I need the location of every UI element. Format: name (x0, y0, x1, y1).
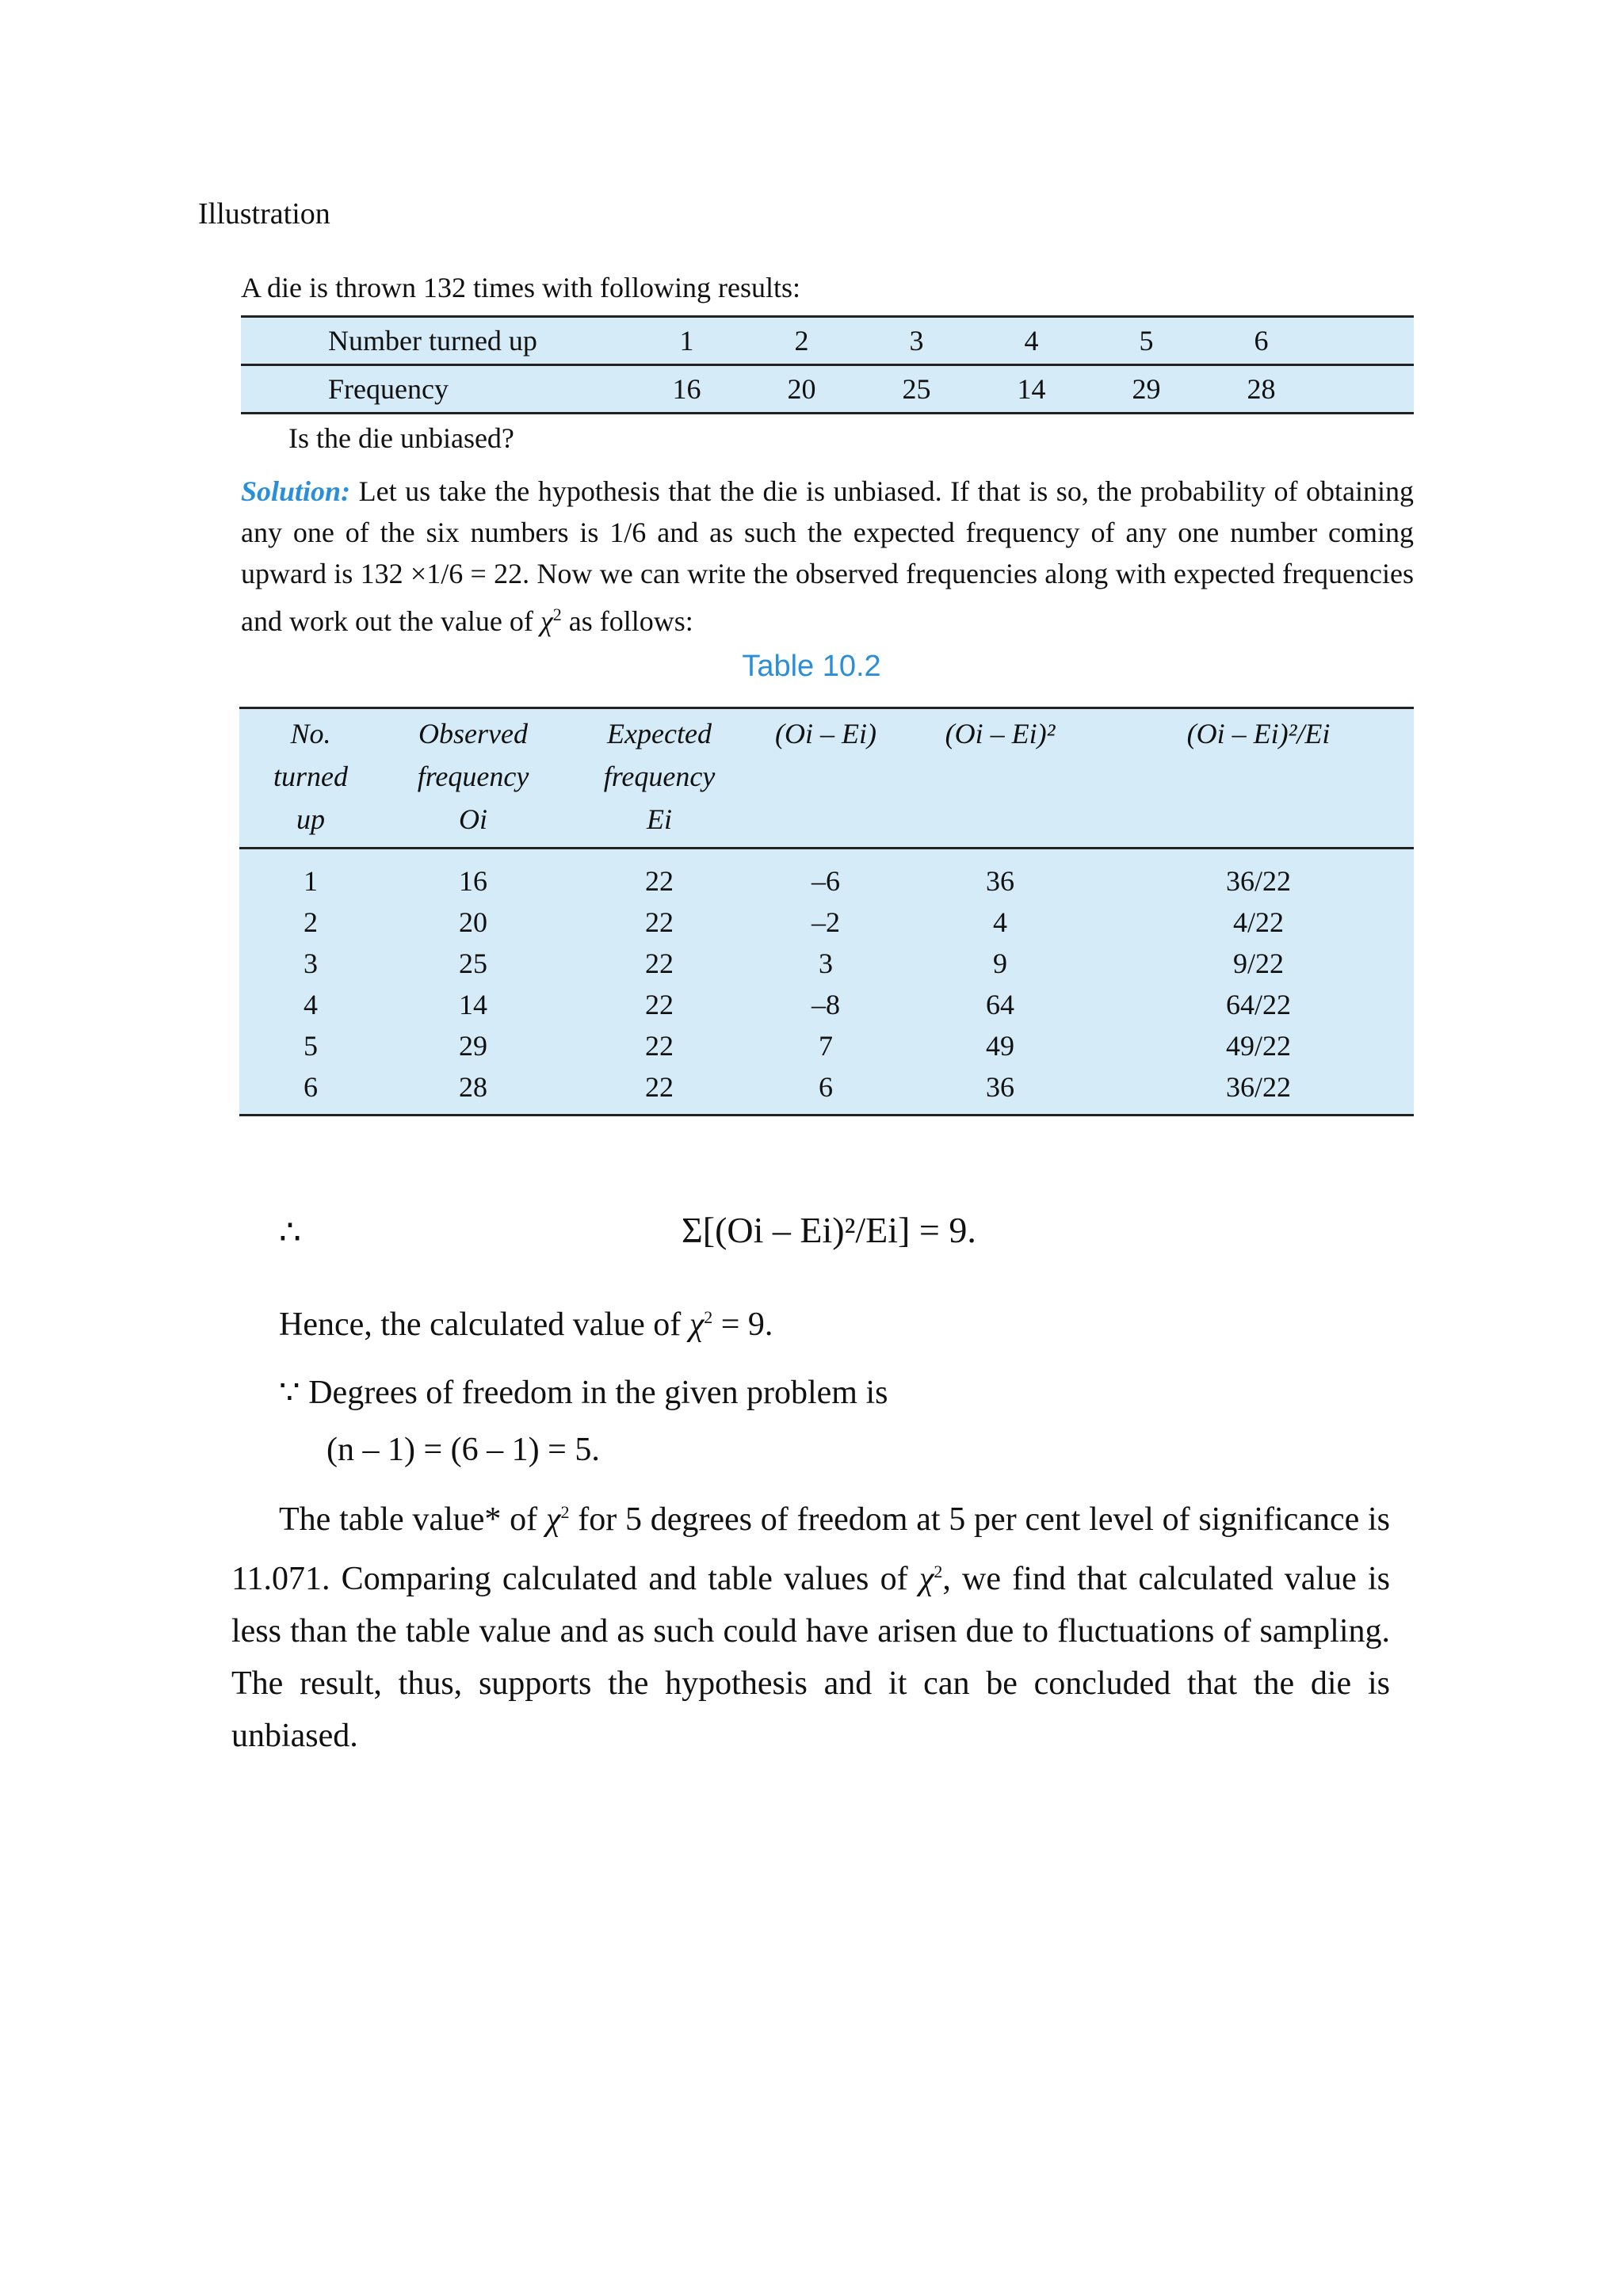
number-cell: 4 (974, 317, 1089, 365)
table-cell: 28 (382, 1066, 564, 1116)
header-observed-frequency: Observed frequency Oi (382, 708, 564, 849)
table-cell: 1 (304, 865, 318, 897)
table-cell: 22 (645, 906, 674, 938)
table-row (239, 984, 1414, 1025)
chi-symbol: χ (918, 1561, 934, 1597)
solution-paragraph (241, 471, 1414, 642)
frequency-cell: 25 (859, 365, 974, 414)
frequency-cell: 16 (629, 365, 744, 414)
table-row (239, 1066, 1414, 1116)
table-cell: 22 (645, 1030, 674, 1062)
table-cell: 4 (304, 989, 318, 1020)
header-difference-squared: (Oi – Ei)² (897, 708, 1103, 849)
table-row (239, 1025, 1414, 1066)
table-cell: 9 (993, 948, 1007, 979)
chi-square-table (239, 707, 1414, 1116)
frequency-cell: 29 (1089, 365, 1204, 414)
frequency-cell: 28 (1204, 365, 1319, 414)
table-cell: 6 (754, 1066, 897, 1116)
table-row (241, 365, 1414, 414)
table-cell: 22 (645, 989, 674, 1020)
chi-symbol: χ (689, 1306, 705, 1343)
page-heading: Illustration (198, 197, 330, 231)
table-row (239, 943, 1414, 984)
table-cell: 49/22 (1225, 1030, 1291, 1062)
table-cell: –8 (812, 989, 840, 1020)
table-cell: –2 (812, 906, 840, 938)
table-header-row (239, 708, 1414, 849)
table-cell: 22 (564, 1066, 754, 1116)
problem-intro: A die is thrown 132 times with following results: (241, 272, 800, 303)
number-cell: 5 (1089, 317, 1204, 365)
table-row (239, 902, 1414, 943)
table-cell: 14 (459, 989, 487, 1020)
table-cell: 3 (304, 948, 318, 979)
table-row (239, 849, 1414, 902)
degrees-of-freedom-formula: (n – 1) = (6 – 1) = 5. (327, 1432, 600, 1468)
table-cell: 6 (239, 1066, 382, 1116)
table-cell: 9/22 (1232, 948, 1284, 979)
frequency-table (241, 315, 1414, 414)
chi-power: 2 (560, 1502, 570, 1522)
number-cell: 3 (859, 317, 974, 365)
degrees-of-freedom-line: ∵ Degrees of freedom in the given problem is (279, 1375, 888, 1411)
table-cell: 5 (304, 1030, 318, 1062)
table-cell: 36 (897, 1066, 1103, 1116)
frequency-cell: 20 (744, 365, 859, 414)
number-cell: 2 (744, 317, 859, 365)
table-cell: 29 (459, 1030, 487, 1062)
table-row (241, 317, 1414, 365)
solution-text-end: as follows: (568, 605, 693, 637)
table-cell: 36 (986, 865, 1014, 897)
table-cell: 4/22 (1232, 906, 1284, 938)
number-cell: 1 (629, 317, 744, 365)
calculated-value-line: Hence, the calculated value of $\chi^2 = 9$. (279, 1306, 773, 1343)
chi-power: 2 (704, 1307, 713, 1327)
solution-label: Solution: (241, 475, 351, 507)
table-cell: 36/22 (1225, 865, 1291, 897)
therefore-symbol: ∴ (279, 1213, 301, 1252)
table-title: Table 10.2 (742, 650, 881, 683)
row-label-frequency: Frequency (241, 365, 629, 414)
table-cell: –6 (812, 865, 840, 897)
chi-power: 2 (552, 605, 562, 624)
header-expected-frequency: Expected frequency Ei (564, 708, 754, 849)
table-cell: 64/22 (1225, 989, 1291, 1020)
table-cell: 7 (819, 1030, 833, 1062)
number-cell: 6 (1204, 317, 1319, 365)
table-cell: 4 (993, 906, 1007, 938)
table-cell: 3 (819, 948, 833, 979)
chi-symbol: χ (540, 605, 553, 637)
table-cell: 2 (304, 906, 318, 938)
row-label-number: Number turned up (241, 317, 629, 365)
header-difference: (Oi – Ei) (754, 708, 897, 849)
chi-symbol: χ (545, 1501, 561, 1538)
problem-question: Is the die unbiased? (288, 422, 514, 454)
conclusion-paragraph: The table value* of $\chi^2$ for 5 degrees of freedom at 5 per cent level of significance is 11.071. Comparing calculated and table values of $\chi^2$, we find that calculated value is less than the table value and as such could have arisen due to fluctuations of sampling. The result, thus, supports the hypothesis and it can be concluded that the die is unbiased. (231, 1501, 1391, 1754)
solution-text: Let us take the hypothesis that the die is unbiased. If that is so, the probability of obtaining any one of the six numbers is 1/6 and as such the expected frequency of any one number coming upward is 132 ×1/6 = 22. Now we can write the observed frequencies along with expected frequencies and work out the value of (241, 475, 1415, 637)
table-cell: 20 (459, 906, 487, 938)
sum-expression: Σ[(Oi – Ei)²/Ei] = 9. (682, 1210, 976, 1250)
table-cell: 22 (645, 948, 674, 979)
table-cell: 25 (459, 948, 487, 979)
table-cell: 36/22 (1103, 1066, 1414, 1116)
chi-power: 2 (934, 1562, 943, 1581)
header-no-turned-up: No. turned up (239, 708, 382, 849)
table-cell: 64 (986, 989, 1014, 1020)
table-cell: 16 (459, 865, 487, 897)
header-ratio: (Oi – Ei)²/Ei (1103, 708, 1414, 849)
frequency-cell: 14 (974, 365, 1089, 414)
table-cell: 22 (645, 865, 674, 897)
table-cell: 49 (986, 1030, 1014, 1062)
